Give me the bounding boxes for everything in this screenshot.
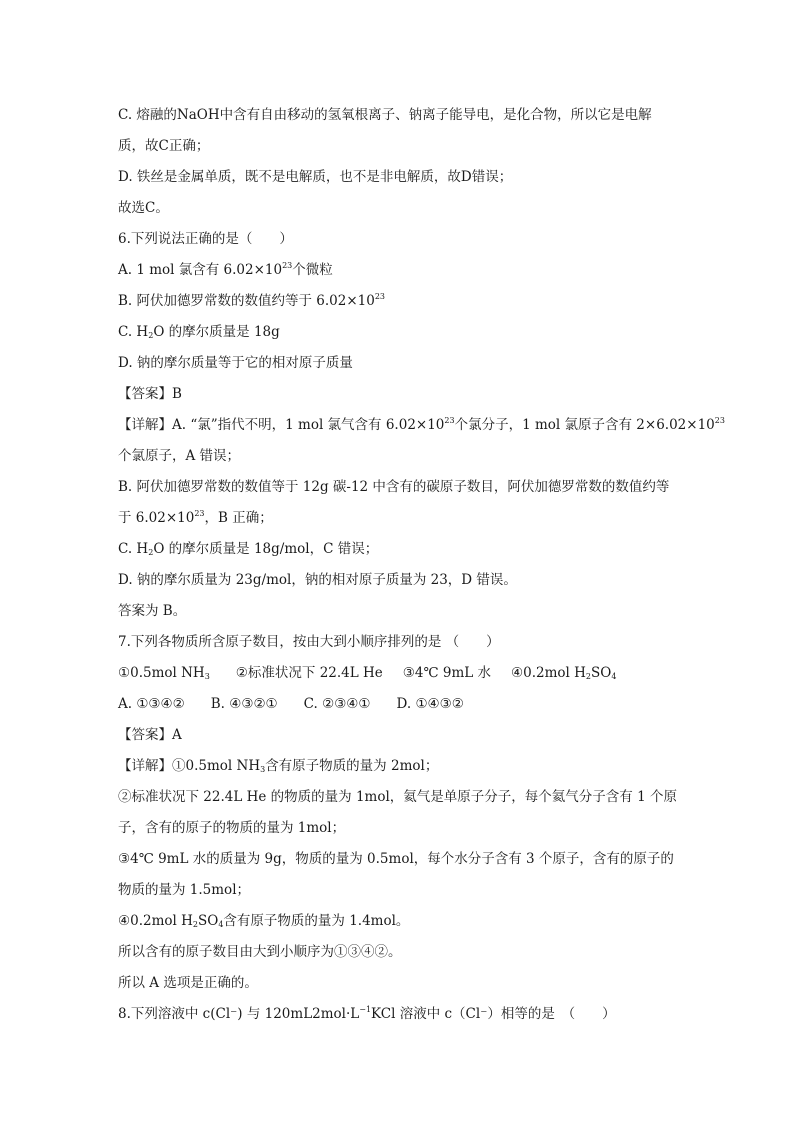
- explanation-line: D. 钠的摩尔质量为 23g/mol，钠的相对原子质量为 23，D 错误。: [118, 572, 517, 588]
- text-line: 质，故C正确；: [118, 138, 210, 154]
- question-7-stem: 7.下列各物质所含原子数目，按由大到小顺序排列的是 （ ）: [118, 634, 500, 650]
- conclusion-line: 答案为 B。: [118, 603, 187, 619]
- explanation-line: 子，含有的原子的物质的量为 1mol；: [118, 820, 346, 836]
- question-6-option-b: B. 阿伏加德罗常数的数值约等于 $6.02\times 10^{23}$: [118, 292, 386, 309]
- explanation-line: ③4℃ 9mL 水的质量为 9g，物质的量为 0.5mol，每个水分子含有 3 个原子，含有的原子的: [118, 851, 674, 867]
- text-line: D. 铁丝是金属单质，既不是电解质，也不是非电解质，故D错误；: [118, 169, 513, 185]
- conclusion-line: 所以 A 选项是正确的。: [118, 975, 258, 991]
- answer-label: 【答案】B: [118, 386, 182, 402]
- question-6-option-a: A. 1 mol 氯含有 $6.02\times 10^{23}$个微粒: [118, 261, 333, 278]
- question-8-stem: 8.下列溶液中 c(Cl⁻) 与 $120mL2mol\cdot L^{-1}KCl$ 溶液中 c（Cl⁻）相等的是 （ ）: [118, 1005, 616, 1022]
- question-6-option-c: C. $H_2O$ 的摩尔质量是 18g: [118, 324, 280, 340]
- explanation-line: C. $H_2O$ 的摩尔质量是 18g/mol，C 错误；: [118, 541, 379, 557]
- answer-label: 【答案】A: [118, 727, 182, 743]
- explanation-line: 于 $6.02\times 10^{23}$，B 正确；: [118, 509, 273, 526]
- document-page: [118, 100, 725, 1030]
- explanation-line: ②标准状况下 22.4L He 的物质的量为 1mol，氦气是单原子分子，每个氦气分子含有 1 个原: [118, 789, 677, 805]
- explanation-line: 个氯原子，A 错误；: [118, 448, 241, 464]
- explanation-line: 【详解】①0.5mol $NH_3$含有原子物质的量为 2mol；: [118, 758, 439, 774]
- text-line: C. 熔融的NaOH中含有自由移动的氢氧根离子、钠离子能导电，是化合物，所以它是电解: [118, 107, 652, 123]
- question-7-options: A. ①③④② B. ④③②① C. ②③④① D. ①④③②: [118, 696, 464, 712]
- question-6-option-d: D. 钠的摩尔质量等于它的相对原子质量: [118, 355, 353, 371]
- question-6-stem: 6.下列说法正确的是（ ）: [118, 231, 293, 247]
- conclusion-line: 所以含有的原子数目由大到小顺序为①③④②。: [118, 944, 402, 960]
- text-line: 故选C。: [118, 200, 169, 216]
- explanation-line: 物质的量为 1.5mol；: [118, 882, 251, 898]
- explanation-line: ④0.2mol $H_2SO_4$含有原子物质的量为 1.4mol。: [118, 913, 410, 929]
- explanation-line: 【详解】A. “氯”指代不明，1 mol 氯气含有 $6.02\times 10^{23}$个氯分子，1 mol 氯原子含有 $2\times 6.02\times 10^{23}$: [118, 416, 725, 433]
- question-7-items: ①0.5mol $NH_3$ ②标准状况下 22.4L He ③4℃ 9mL 水 ④0.2mol $H_2SO_4$: [118, 665, 617, 681]
- explanation-line: B. 阿伏加德罗常数的数值等于 12g 碳-12 中含有的碳原子数目，阿伏加德罗常数的数值约等: [118, 479, 670, 495]
